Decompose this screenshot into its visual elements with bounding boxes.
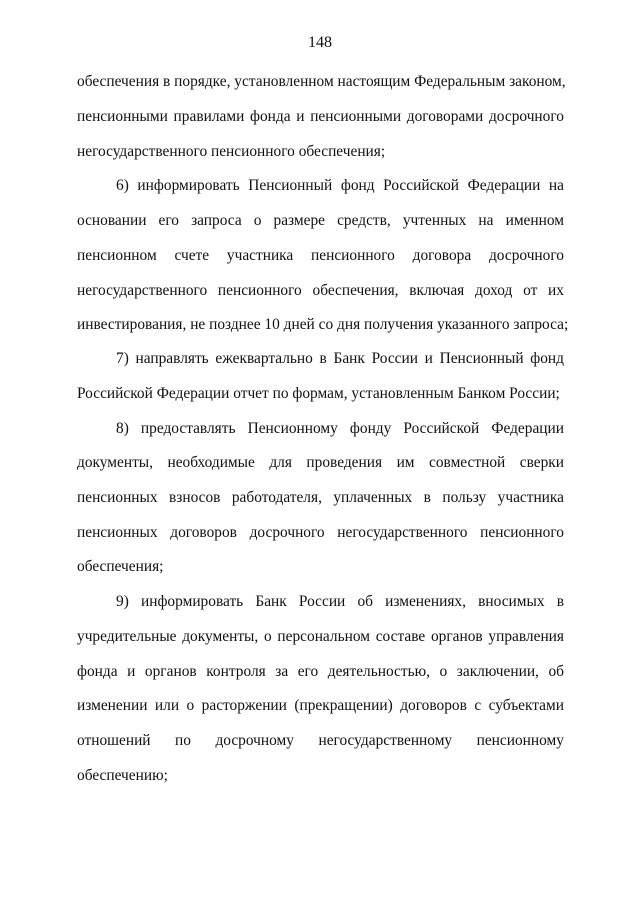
text-line: основании его запроса о размере средств, учтенных на именном [77,212,564,229]
text-line: 6) информировать Пенсионный фонд Российской Федерации на [116,177,564,194]
text-line: обеспечения в порядке, установленном настоящим Федеральным законом, [77,73,566,90]
text-line: негосударственного пенсионного обеспечения; [77,143,386,160]
text-line: 9) информировать Банк России об изменениях, вносимых в [116,593,564,610]
text-line: учредительные документы, о персональном составе органов управления [77,628,564,645]
text-line: пенсионных договоров досрочного негосударственного пенсионного [77,524,564,541]
text-line: инвестирования, не позднее 10 дней со дня получения указанного запроса; [77,316,569,333]
text-line: пенсионных взносов работодателя, уплаченных в пользу участника [77,489,564,506]
text-line: фонда и органов контроля за его деятельностью, о заключении, об [77,663,564,680]
page-number: 148 [308,34,332,51]
text-line: негосударственного пенсионного обеспечения, включая доход от их [77,282,564,299]
text-line: отношений по досрочному негосударственному пенсионному [77,732,564,749]
text-line: пенсионными правилами фонда и пенсионными договорами досрочного [77,108,564,125]
text-line: обеспечению; [77,767,168,784]
text-line: 8) предоставлять Пенсионному фонду Российской Федерации [116,420,564,437]
text-line: документы, необходимые для проведения им совместной сверки [77,454,564,471]
text-line: обеспечения; [77,558,164,575]
text-line: Российской Федерации отчет по формам, установленным Банком России; [77,385,560,402]
text-line: изменении или о расторжении (прекращении) договоров с субъектами [77,697,564,714]
text-line: пенсионном счете участника пенсионного договора досрочного [77,247,564,264]
text-line: 7) направлять ежеквартально в Банк России и Пенсионный фонд [116,350,564,367]
